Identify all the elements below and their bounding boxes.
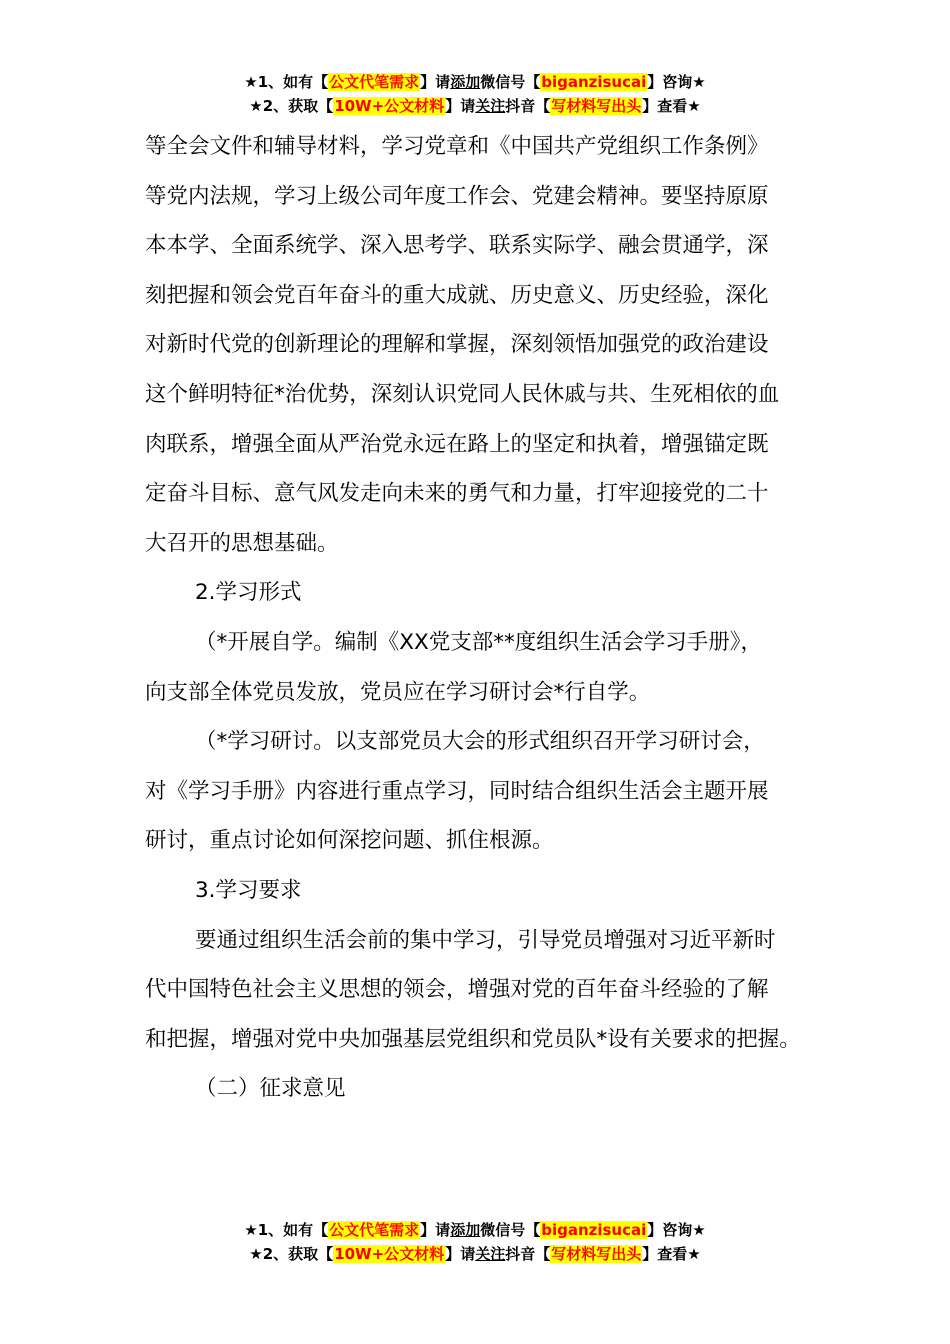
body-line: 刻把握和领会党百年奋斗的重大成就、历史意义、历史经验，深化 bbox=[145, 282, 769, 308]
header-banner-line-2 bbox=[0, 94, 950, 118]
banner-highlight: 公文代笔需求 bbox=[329, 1221, 420, 1239]
document-body bbox=[145, 122, 825, 1114]
banner-highlight: 写材料写出头 bbox=[551, 1245, 642, 1263]
body-line: 等全会文件和辅导材料，学习党章和《中国共产党组织工作条例》 bbox=[145, 134, 769, 159]
section-heading: 3.学习要求 bbox=[195, 877, 302, 903]
banner-text: ★1、如有【 bbox=[244, 1221, 329, 1239]
body-line: （*开展自学。编制《XX党支部**度组织生活会学习手册》， bbox=[195, 629, 762, 655]
banner-text: 】咨询★ bbox=[647, 1221, 706, 1239]
body-line: 本本学、全面系统学、深入思考学、联系实际学、融会贯通学，深 bbox=[145, 233, 769, 259]
section-heading: 2.学习形式 bbox=[195, 580, 302, 606]
banner-text: 抖音【 bbox=[505, 1245, 551, 1263]
header-banner-line-1 bbox=[0, 70, 950, 94]
banner-highlight: 10W+公文材料 bbox=[334, 97, 445, 115]
banner-text: 微信号【 bbox=[480, 73, 541, 91]
body-line: 要通过组织生活会前的集中学习，引导党员增强对习近平新时 bbox=[195, 927, 776, 953]
banner-text: 】请 bbox=[420, 1221, 451, 1239]
body-line: 定奋斗目标、意气风发走向未来的勇气和力量，打牢迎接党的二十 bbox=[145, 481, 769, 507]
body-line: 对《学习手册》内容进行重点学习，同时结合组织生活会主题开展 bbox=[145, 778, 769, 804]
banner-text: ★2、获取【 bbox=[249, 1245, 334, 1263]
banner-underlined-text: 关注 bbox=[475, 97, 506, 115]
banner-text: ★2、获取【 bbox=[249, 97, 334, 115]
banner-text: ★1、如有【 bbox=[244, 73, 329, 91]
body-line: （*学习研讨。以支部党员大会的形式组织召开学习研讨会， bbox=[195, 729, 765, 755]
body-line: 对新时代党的创新理论的理解和掌握，深刻领悟加强党的政治建设 bbox=[145, 332, 769, 358]
header-banner bbox=[0, 70, 950, 118]
banner-underlined-text: 添加 bbox=[450, 1221, 481, 1239]
body-line: 这个鲜明特征*治优势，深刻认识党同人民休戚与共、生死相依的血 bbox=[145, 381, 780, 407]
banner-text: 】查看★ bbox=[642, 1245, 701, 1263]
body-line: 研讨，重点讨论如何深挖问题、抓住根源。 bbox=[145, 828, 554, 854]
banner-highlight: 写材料写出头 bbox=[551, 97, 642, 115]
banner-text: 】请 bbox=[445, 1245, 476, 1263]
footer-banner bbox=[0, 1218, 950, 1266]
body-line: 和把握，增强对党中央加强基层党组织和党员队*设有关要求的把握。 bbox=[145, 1026, 801, 1052]
footer-banner-line-1 bbox=[0, 1218, 950, 1242]
banner-text: 】查看★ bbox=[642, 97, 701, 115]
footer-banner-line-2 bbox=[0, 1242, 950, 1266]
banner-highlight: 公文代笔需求 bbox=[329, 73, 420, 91]
body-line: 肉联系，增强全面从严治党永远在路上的坚定和执着，增强锚定既 bbox=[145, 431, 769, 457]
body-line: 代中国特色社会主义思想的领会，增强对党的百年奋斗经验的了解 bbox=[145, 977, 769, 1003]
banner-highlight: biganzisucai bbox=[541, 1221, 647, 1239]
banner-text: 】咨询★ bbox=[647, 73, 706, 91]
banner-underlined-text: 添加 bbox=[450, 73, 481, 91]
body-line: 向支部全体党员发放，党员应在学习研讨会*行自学。 bbox=[145, 679, 651, 705]
section-heading: （二）征求意见 bbox=[195, 1076, 346, 1102]
banner-text: 抖音【 bbox=[505, 97, 551, 115]
banner-highlight: biganzisucai bbox=[541, 73, 647, 91]
banner-text: 】请 bbox=[445, 97, 476, 115]
banner-text: 微信号【 bbox=[480, 1221, 541, 1239]
banner-text: 】请 bbox=[420, 73, 451, 91]
banner-highlight: 10W+公文材料 bbox=[334, 1245, 445, 1263]
body-line: 等党内法规，学习上级公司年度工作会、党建会精神。要坚持原原 bbox=[145, 183, 769, 209]
body-line: 大召开的思想基础。 bbox=[145, 530, 339, 556]
banner-underlined-text: 关注 bbox=[475, 1245, 506, 1263]
